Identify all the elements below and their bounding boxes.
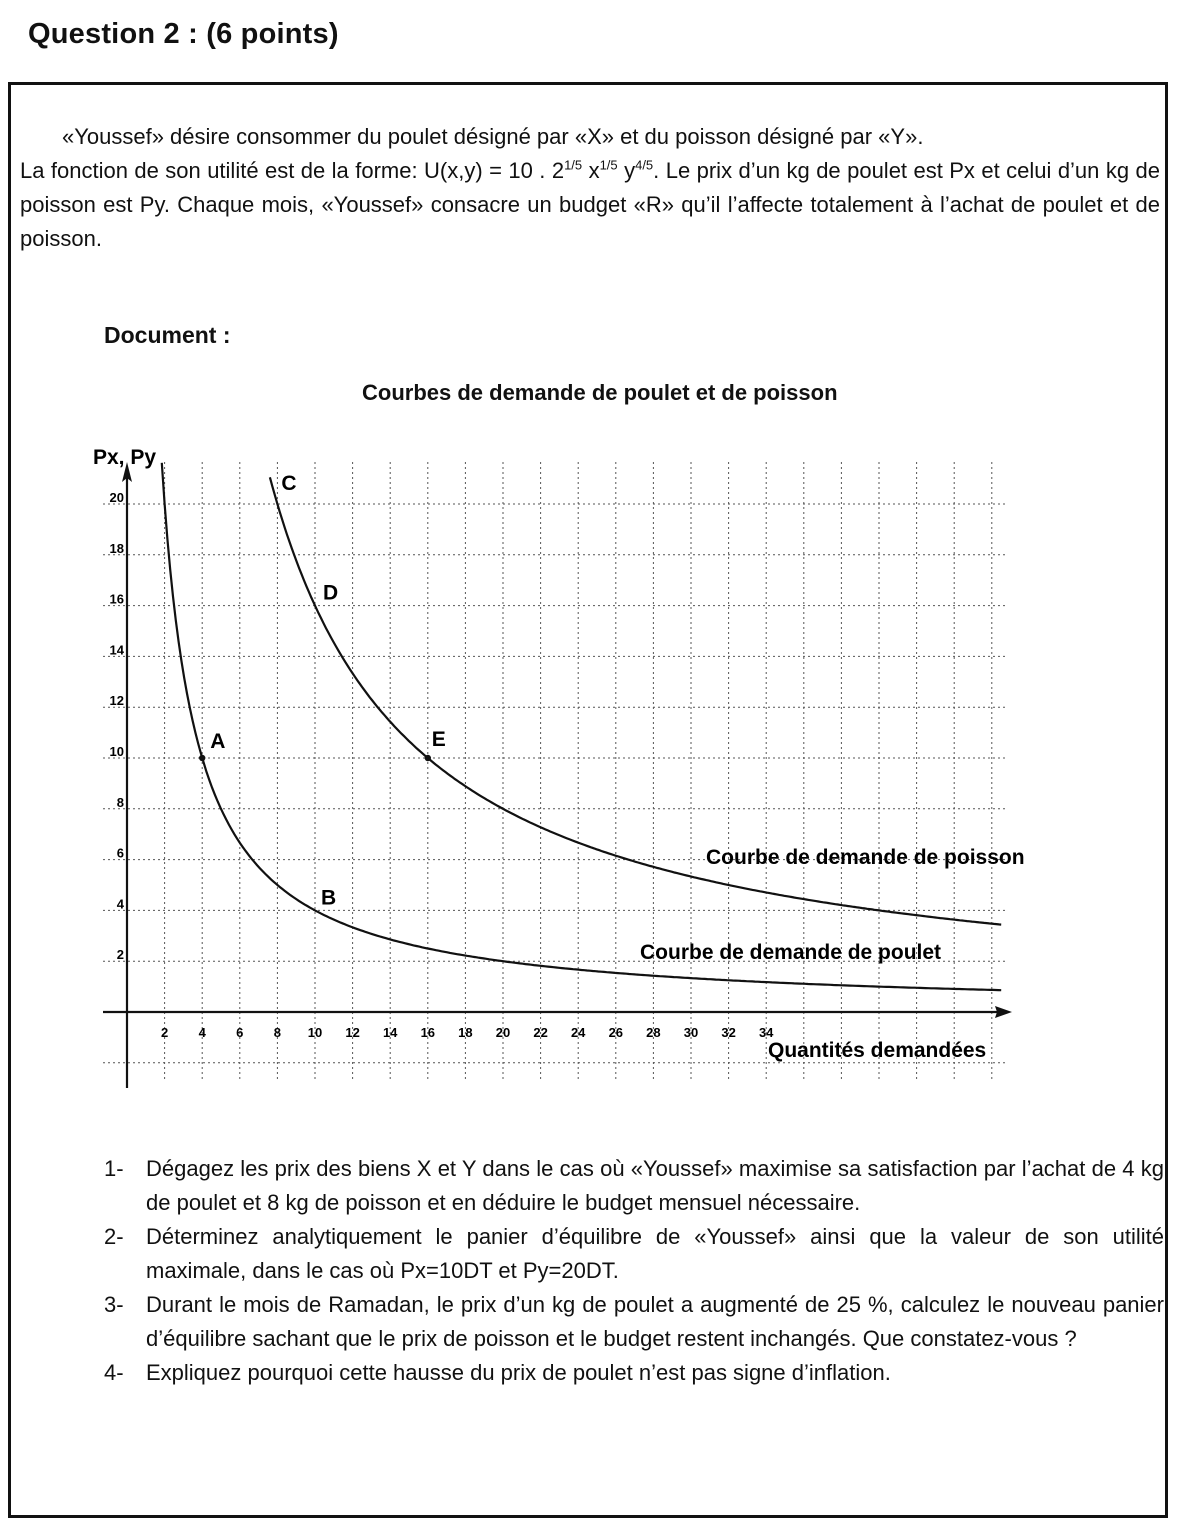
x-tick-label: 6: [236, 1025, 244, 1040]
data-point-marker: [425, 755, 431, 761]
question-item: [104, 1288, 1164, 1356]
exponent-3: 4/5: [635, 157, 654, 173]
y-tick-label: 20: [109, 490, 124, 505]
y-tick-label: 14: [109, 642, 124, 658]
chart-axes: [103, 462, 1012, 1088]
question-number: 2-: [104, 1224, 124, 1249]
y-tick-label: 18: [109, 540, 124, 556]
x-tick-label: 28: [646, 1025, 661, 1040]
question-number: 4-: [104, 1360, 124, 1385]
y-tick-label: 16: [109, 591, 124, 607]
chart-title: Courbes de demande de poulet et de poisson: [362, 380, 838, 405]
x-axis-label: Quantités demandées: [768, 1039, 987, 1062]
y-tick-label: 6: [116, 845, 124, 861]
y-tick-label: 8: [116, 794, 124, 810]
question-number: 1-: [104, 1156, 124, 1181]
x-tick-label: 18: [458, 1025, 473, 1040]
question-item: [104, 1220, 1164, 1288]
fish-curve-label: Courbe de demande de poisson: [706, 846, 1025, 869]
point-label-b: B: [321, 886, 337, 910]
chart-points: [199, 472, 446, 909]
x-axis-arrow: [995, 1006, 1012, 1018]
x-tick-label: 4: [198, 1025, 206, 1040]
chart-curves: [162, 463, 1001, 990]
chicken-demand-curve: [162, 463, 1001, 990]
x-tick-label: 16: [420, 1025, 436, 1040]
x-tick-label: 24: [570, 1025, 586, 1040]
y-tick-label: 4: [116, 896, 124, 912]
y-tick-label: 2: [116, 947, 124, 963]
point-label-e: E: [431, 728, 446, 751]
exponent-2: 1/5: [599, 157, 618, 173]
x-tick-label: 26: [608, 1025, 624, 1040]
x-tick-label: 32: [721, 1025, 736, 1040]
point-label-a: A: [210, 730, 226, 753]
question-text: Déterminez analytiquement le panier d’équilibre de «Youssef» ainsi que la valeur de son utilité maximale, dans le cas où Px=10DT et Py=20DT.: [146, 1224, 1164, 1283]
question-number: 3-: [104, 1292, 124, 1317]
point-label-c: C: [281, 472, 297, 495]
intro-line-1: «Youssef» désire consommer du poulet désigné par «X» et du poisson désigné par «Y».: [62, 124, 924, 149]
question-title: Question 2 : (6 points): [28, 18, 339, 50]
y-axis-label: Px, Py: [93, 446, 157, 469]
chart-grid: [103, 462, 1008, 1082]
exponent-1: 1/5: [564, 157, 583, 173]
x-tick-label: 10: [307, 1025, 323, 1040]
x-tick-label: 30: [683, 1025, 699, 1040]
question-text: Expliquez pourquoi cette hausse du prix de poulet n’est pas signe d’inflation.: [146, 1360, 891, 1385]
x-tick-label: 34: [758, 1025, 774, 1040]
question-item: [104, 1152, 1164, 1220]
question-item: [104, 1356, 1164, 1390]
question-list: [104, 1152, 1164, 1390]
x-tick-label: 2: [160, 1025, 169, 1040]
y-variable: y: [617, 158, 636, 183]
y-tick-label: 10: [109, 744, 124, 759]
x-tick-label: 20: [495, 1025, 511, 1040]
utility-prefix: La fonction de son utilité est de la forme: U(x,y) = 10 . 2: [20, 158, 565, 183]
data-point-marker: [199, 755, 205, 761]
x-variable: x: [582, 158, 600, 183]
document-label: Document :: [104, 322, 231, 348]
x-tick-label: 12: [345, 1025, 360, 1040]
question-text: Dégagez les prix des biens X et Y dans le cas où «Youssef» maximise sa satisfaction par l’achat de 4 kg de poulet et 8 kg de poisson et en déduire le budget mensuel nécessaire.: [146, 1156, 1164, 1215]
y-tick-label: 12: [109, 693, 124, 709]
x-tick-label: 8: [273, 1025, 282, 1040]
x-tick-label: 22: [533, 1025, 548, 1040]
utility-suffix: . Le prix d’un kg de poulet est Px et celui d’un kg de poisson est Py. Chaque mois, «Youssef» consacre un budget «R» qu’il l’affecte totalement à l’achat de poulet et de poisson.: [20, 158, 1160, 251]
chicken-curve-label: Courbe de demande de poulet: [640, 941, 942, 964]
x-tick-label: 14: [382, 1025, 398, 1040]
point-label-d: D: [323, 581, 339, 605]
question-text: Durant le mois de Ramadan, le prix d’un kg de poulet a augmenté de 25 %, calculez le nouveau panier d’équilibre sachant que le prix de poisson et le budget restent inchangés. Que constatez-vous ?: [146, 1292, 1164, 1351]
